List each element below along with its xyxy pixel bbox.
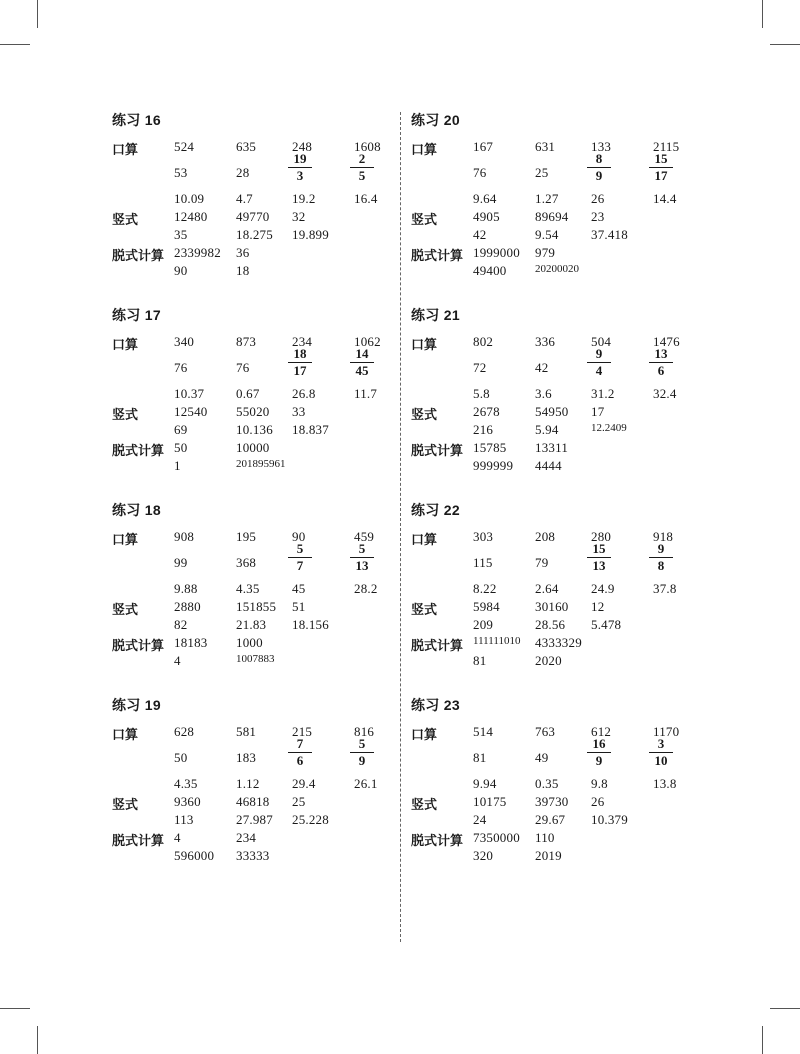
answer-value: 9.8	[591, 776, 608, 791]
answer-value: 4.7	[236, 191, 253, 206]
crop-mark-bottom-left-v	[37, 1026, 38, 1054]
answer-value: 514	[473, 724, 494, 739]
answer-value: 303	[473, 529, 494, 544]
answer-value: 21.83	[236, 617, 267, 632]
fraction-numerator: 5	[296, 541, 304, 556]
answer-value: 28	[236, 165, 250, 180]
fraction-denominator: 3	[296, 168, 304, 183]
fraction-denominator: 9	[595, 753, 603, 768]
answer-value: 979	[535, 245, 556, 260]
answer-value: 18183	[174, 635, 208, 650]
fraction-numerator: 16	[592, 736, 606, 751]
label-offline: 脱式计算	[411, 248, 464, 263]
fraction-denominator: 17	[654, 168, 668, 183]
answer-value: 635	[236, 139, 257, 154]
answer-value: 13311	[535, 440, 569, 455]
fraction-denominator: 7	[296, 558, 304, 573]
label-oral: 口算	[411, 727, 438, 742]
answer-value: 16.4	[354, 191, 378, 206]
answer-value: 45	[292, 581, 306, 596]
answer-value: 12.2409	[591, 422, 627, 434]
crop-mark-top-right-h	[770, 44, 800, 45]
answer-value: 49770	[236, 209, 270, 224]
label-offline: 脱式计算	[411, 443, 464, 458]
answer-value: 26	[591, 191, 605, 206]
answer-value: 763	[535, 724, 556, 739]
answer-value: 26.1	[354, 776, 378, 791]
answer-value: 18.837	[292, 422, 329, 437]
crop-mark-top-left-h	[0, 44, 30, 45]
fraction	[350, 152, 374, 183]
fraction-numerator: 2	[358, 151, 366, 166]
label-offline: 脱式计算	[112, 443, 165, 458]
answer-value: 581	[236, 724, 257, 739]
answer-value: 4333329	[535, 635, 582, 650]
fraction-numerator: 5	[358, 541, 366, 556]
exercise-block	[411, 500, 711, 690]
answer-value: 28.2	[354, 581, 378, 596]
fraction	[288, 542, 312, 573]
answer-value: 234	[292, 334, 313, 349]
answer-value: 4	[174, 830, 181, 845]
answer-value: 24.9	[591, 581, 615, 596]
answer-value: 1.12	[236, 776, 260, 791]
fraction	[587, 152, 611, 183]
answer-value: 195	[236, 529, 257, 544]
answer-value: 596000	[174, 848, 215, 863]
label-oral: 口算	[112, 532, 139, 547]
answer-value: 0.35	[535, 776, 559, 791]
answer-value: 873	[236, 334, 257, 349]
answer-value: 19.2	[292, 191, 316, 206]
label-offline: 脱式计算	[112, 638, 165, 653]
answer-value: 2339982	[174, 245, 221, 260]
answer-value: 167	[473, 139, 494, 154]
exercise-title: 练习 20	[411, 112, 460, 128]
answer-value: 32	[292, 209, 306, 224]
exercise-block	[411, 305, 711, 495]
label-oral: 口算	[411, 142, 438, 157]
exercise-title: 练习 23	[411, 697, 460, 713]
crop-mark-top-left-v	[37, 0, 38, 28]
answer-value: 33	[292, 404, 306, 419]
answer-value: 76	[473, 165, 487, 180]
answer-value: 115	[473, 555, 493, 570]
fraction-numerator: 15	[654, 151, 668, 166]
answer-value: 216	[473, 422, 494, 437]
fraction-numerator: 18	[293, 346, 307, 361]
answer-value: 10175	[473, 794, 507, 809]
answer-value: 1608	[354, 139, 381, 154]
label-vertical: 竖式	[112, 797, 139, 812]
answer-value: 459	[354, 529, 375, 544]
answer-value: 26.8	[292, 386, 316, 401]
answer-value: 7350000	[473, 830, 520, 845]
answer-value: 10.37	[174, 386, 205, 401]
answer-value: 1007883	[236, 653, 275, 665]
answer-value: 5.94	[535, 422, 559, 437]
crop-mark-top-right-v	[762, 0, 763, 28]
crop-mark-bottom-right-h	[770, 1008, 800, 1009]
fraction-denominator: 6	[296, 753, 304, 768]
fraction	[288, 737, 312, 768]
exercise-title: 练习 16	[112, 112, 161, 128]
answer-value: 111111010	[473, 635, 521, 647]
label-oral: 口算	[112, 142, 139, 157]
answer-value: 55020	[236, 404, 270, 419]
fraction	[350, 347, 374, 378]
answer-value: 54950	[535, 404, 569, 419]
answer-value: 110	[535, 830, 555, 845]
answer-value: 33333	[236, 848, 270, 863]
answer-value: 89694	[535, 209, 569, 224]
label-vertical: 竖式	[411, 602, 438, 617]
answer-value: 5.478	[591, 617, 622, 632]
fraction-numerator: 3	[657, 736, 665, 751]
answer-value: 9.88	[174, 581, 198, 596]
answer-value: 18.275	[236, 227, 273, 242]
answer-value: 26	[591, 794, 605, 809]
fraction-denominator: 5	[358, 168, 366, 183]
answer-value: 2678	[473, 404, 500, 419]
answer-value: 72	[473, 360, 487, 375]
fraction-numerator: 9	[657, 541, 665, 556]
answer-value: 49	[535, 750, 549, 765]
answer-value: 1476	[653, 334, 680, 349]
answer-value: 209	[473, 617, 494, 632]
answer-value: 2020	[535, 653, 562, 668]
answer-value: 19.899	[292, 227, 329, 242]
answer-value: 816	[354, 724, 375, 739]
fraction-numerator: 7	[296, 736, 304, 751]
answer-value: 3.6	[535, 386, 552, 401]
label-vertical: 竖式	[411, 407, 438, 422]
answer-value: 4905	[473, 209, 500, 224]
answer-value: 504	[591, 334, 612, 349]
answer-value: 31.2	[591, 386, 615, 401]
label-vertical: 竖式	[112, 212, 139, 227]
fraction	[288, 347, 312, 378]
answer-value: 81	[473, 653, 487, 668]
fraction-denominator: 8	[657, 558, 665, 573]
fraction-denominator: 17	[293, 363, 307, 378]
label-vertical: 竖式	[411, 212, 438, 227]
answer-value: 79	[535, 555, 549, 570]
fraction	[649, 152, 673, 183]
fraction-numerator: 5	[358, 736, 366, 751]
label-vertical: 竖式	[112, 407, 139, 422]
answer-value: 25.228	[292, 812, 329, 827]
answer-value: 524	[174, 139, 195, 154]
answer-value: 999999	[473, 458, 514, 473]
answer-value: 82	[174, 617, 188, 632]
answer-value: 25	[292, 794, 306, 809]
answer-value: 1170	[653, 724, 680, 739]
exercise-title: 练习 21	[411, 307, 460, 323]
answer-value: 50	[174, 440, 188, 455]
fraction	[649, 737, 673, 768]
answer-value: 10000	[236, 440, 270, 455]
fraction-denominator: 13	[355, 558, 369, 573]
exercise-block	[411, 110, 711, 300]
label-oral: 口算	[112, 337, 139, 352]
answer-value: 10.09	[174, 191, 205, 206]
answer-value: 1.27	[535, 191, 559, 206]
label-oral: 口算	[411, 337, 438, 352]
fraction	[649, 347, 673, 378]
answer-value: 29.4	[292, 776, 316, 791]
answer-value: 35	[174, 227, 188, 242]
answer-value: 631	[535, 139, 556, 154]
exercise-block	[112, 305, 412, 495]
answer-value: 215	[292, 724, 313, 739]
answer-value: 0.67	[236, 386, 260, 401]
fraction	[587, 542, 611, 573]
label-offline: 脱式计算	[411, 833, 464, 848]
exercise-block	[112, 695, 412, 885]
answer-value: 9360	[174, 794, 201, 809]
answer-value: 2880	[174, 599, 201, 614]
answer-value: 90	[292, 529, 306, 544]
answer-value: 320	[473, 848, 494, 863]
answer-value: 10.379	[591, 812, 628, 827]
answer-value: 248	[292, 139, 313, 154]
label-oral: 口算	[112, 727, 139, 742]
answer-value: 1062	[354, 334, 381, 349]
answer-value: 12	[591, 599, 605, 614]
fraction-numerator: 19	[293, 151, 307, 166]
answer-value: 9.94	[473, 776, 497, 791]
answer-value: 39730	[535, 794, 569, 809]
fraction-numerator: 8	[595, 151, 603, 166]
fraction-denominator: 4	[595, 363, 603, 378]
fraction-denominator: 9	[595, 168, 603, 183]
crop-mark-bottom-right-v	[762, 1026, 763, 1054]
fraction-numerator: 14	[355, 346, 369, 361]
answer-value: 2019	[535, 848, 562, 863]
answer-value: 4.35	[236, 581, 260, 596]
answer-value: 42	[473, 227, 487, 242]
answer-value: 336	[535, 334, 556, 349]
answer-value: 23	[591, 209, 605, 224]
answer-value: 24	[473, 812, 487, 827]
answer-value: 49400	[473, 263, 507, 278]
exercise-block	[411, 695, 711, 885]
answer-value: 12480	[174, 209, 208, 224]
answer-value: 151855	[236, 599, 277, 614]
answer-value: 4.35	[174, 776, 198, 791]
answer-value: 32.4	[653, 386, 677, 401]
answer-value: 612	[591, 724, 612, 739]
fraction-denominator: 10	[654, 753, 668, 768]
fraction	[350, 542, 374, 573]
answer-value: 51	[292, 599, 306, 614]
answer-value: 183	[236, 750, 257, 765]
answer-value: 15785	[473, 440, 507, 455]
answer-value: 36	[236, 245, 250, 260]
answer-value: 28.56	[535, 617, 566, 632]
exercise-title: 练习 22	[411, 502, 460, 518]
answer-value: 20200020	[535, 263, 579, 275]
label-oral: 口算	[411, 532, 438, 547]
fraction-denominator: 13	[592, 558, 606, 573]
answer-value: 5984	[473, 599, 500, 614]
answer-value: 9.54	[535, 227, 559, 242]
fraction	[350, 737, 374, 768]
answer-value: 14.4	[653, 191, 677, 206]
fraction-denominator: 45	[355, 363, 369, 378]
answer-value: 46818	[236, 794, 270, 809]
answer-value: 25	[535, 165, 549, 180]
answer-value: 918	[653, 529, 674, 544]
answer-value: 802	[473, 334, 494, 349]
answer-value: 69	[174, 422, 188, 437]
answer-value: 10.136	[236, 422, 273, 437]
answer-value: 908	[174, 529, 195, 544]
fraction-denominator: 9	[358, 753, 366, 768]
answer-value: 234	[236, 830, 257, 845]
answer-value: 30160	[535, 599, 569, 614]
answer-value: 17	[591, 404, 605, 419]
fraction	[649, 542, 673, 573]
fraction	[288, 152, 312, 183]
fraction-numerator: 9	[595, 346, 603, 361]
answer-value: 9.64	[473, 191, 497, 206]
label-vertical: 竖式	[112, 602, 139, 617]
fraction	[587, 737, 611, 768]
answer-value: 76	[174, 360, 188, 375]
label-offline: 脱式计算	[112, 833, 165, 848]
answer-value: 18	[236, 263, 250, 278]
exercise-block	[112, 500, 412, 690]
answer-value: 42	[535, 360, 549, 375]
answer-value: 2115	[653, 139, 680, 154]
answer-value: 5.8	[473, 386, 490, 401]
answer-value: 1000	[236, 635, 263, 650]
answer-value: 13.8	[653, 776, 677, 791]
answer-value: 76	[236, 360, 250, 375]
answer-value: 1	[174, 458, 181, 473]
answer-value: 27.987	[236, 812, 273, 827]
answer-value: 113	[174, 812, 194, 827]
answer-value: 37.418	[591, 227, 628, 242]
answer-value: 53	[174, 165, 188, 180]
fraction-numerator: 13	[654, 346, 668, 361]
answer-value: 18.156	[292, 617, 329, 632]
answer-value: 368	[236, 555, 257, 570]
fraction-denominator: 6	[657, 363, 665, 378]
answer-value: 11.7	[354, 386, 378, 401]
answer-value: 201895961	[236, 458, 286, 470]
answer-value: 340	[174, 334, 195, 349]
answer-value: 8.22	[473, 581, 497, 596]
exercise-title: 练习 17	[112, 307, 161, 323]
answer-value: 628	[174, 724, 195, 739]
answer-value: 81	[473, 750, 487, 765]
answer-value: 99	[174, 555, 188, 570]
label-offline: 脱式计算	[112, 248, 165, 263]
answer-value: 2.64	[535, 581, 559, 596]
answer-value: 50	[174, 750, 188, 765]
answer-value: 208	[535, 529, 556, 544]
fraction-numerator: 15	[592, 541, 606, 556]
exercise-title: 练习 19	[112, 697, 161, 713]
crop-mark-bottom-left-h	[0, 1008, 30, 1009]
answer-value: 1999000	[473, 245, 520, 260]
label-offline: 脱式计算	[411, 638, 464, 653]
exercise-block	[112, 110, 412, 300]
answer-value: 12540	[174, 404, 208, 419]
answer-value: 90	[174, 263, 188, 278]
label-vertical: 竖式	[411, 797, 438, 812]
answer-value: 4	[174, 653, 181, 668]
fraction	[587, 347, 611, 378]
answer-value: 280	[591, 529, 612, 544]
answer-value: 37.8	[653, 581, 677, 596]
answer-value: 29.67	[535, 812, 566, 827]
exercise-title: 练习 18	[112, 502, 161, 518]
answer-value: 133	[591, 139, 612, 154]
answer-value: 4444	[535, 458, 562, 473]
